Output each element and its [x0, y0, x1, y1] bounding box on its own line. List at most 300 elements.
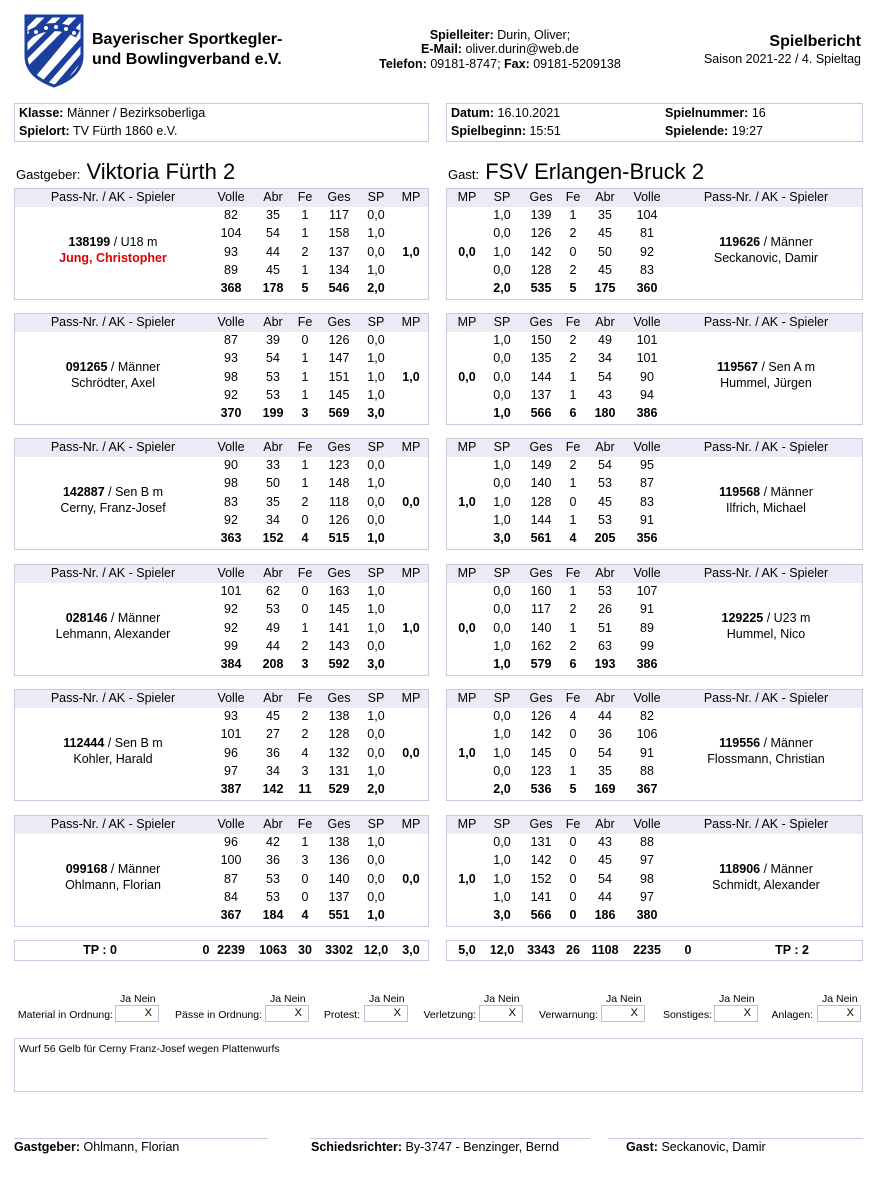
guest-player-table [446, 188, 863, 300]
score-cell: 87 [224, 333, 238, 347]
score-cell: 88 [640, 763, 654, 778]
score-cell: 143 [328, 638, 350, 653]
pass-number: 119567 [716, 360, 759, 375]
score-total-cell: 363 [220, 531, 242, 546]
player-mp: 1,0 [402, 244, 420, 259]
spielort-label: Spielort: [19, 124, 70, 138]
score-cell: 0 [301, 512, 309, 527]
org-name-line1: Bayerischer Sportkegler- [92, 31, 283, 48]
player-pass-line [15, 862, 211, 876]
score-cell: 149 [530, 458, 552, 472]
col-header-fe: Fe [565, 190, 581, 204]
guest-team-name: FSV Erlangen-Bruck 2 [485, 159, 705, 184]
score-total-cell: 3,0 [493, 908, 511, 923]
score-cell: 51 [598, 620, 612, 635]
check-box[interactable] [601, 1005, 645, 1022]
col-header-sp: SP [367, 691, 385, 705]
col-header-abr: Abr [595, 315, 615, 329]
score-cell: 89 [224, 262, 238, 277]
score-total-cell: 4 [569, 531, 577, 546]
player-age-class: / Männer [107, 611, 161, 626]
score-cell: 0,0 [367, 494, 385, 509]
score-cell: 1 [569, 387, 577, 402]
check-box[interactable] [115, 1005, 159, 1022]
guest-total-abr: 1108 [591, 943, 619, 957]
score-cell: 92 [224, 620, 238, 635]
score-cell: 140 [328, 871, 350, 886]
player-age-class: / Männer [760, 235, 813, 250]
score-cell: 160 [530, 584, 552, 598]
score-cell: 3 [301, 853, 309, 868]
check-mark: X [846, 1007, 854, 1019]
score-cell: 148 [328, 476, 350, 491]
score-total-cell: 1,0 [367, 531, 385, 546]
col-header-abr: Abr [263, 817, 283, 831]
col-header-abr: Abr [595, 817, 615, 831]
score-cell: 1,0 [367, 351, 385, 366]
score-cell: 98 [640, 871, 654, 886]
col-header-mp: MP [401, 691, 421, 705]
score-total-cell: 3,0 [493, 531, 511, 546]
player-name: Ohlmann, Florian [65, 878, 161, 892]
score-cell: 150 [530, 333, 552, 347]
score-cell: 117 [329, 208, 349, 222]
score-cell: 0 [301, 333, 309, 347]
score-cell: 132 [328, 745, 350, 760]
player-mp: 0,0 [458, 369, 476, 384]
player-mp: 1,0 [458, 745, 476, 760]
player-pass-line [669, 485, 863, 499]
ref-signature [311, 1140, 559, 1154]
score-cell: 151 [328, 369, 350, 384]
score-total-cell: 367 [636, 782, 658, 797]
home-total-sp: 12,0 [363, 943, 389, 957]
player-age-class: / Sen B m [104, 736, 163, 751]
score-cell: 1,0 [493, 638, 511, 653]
col-header-abr: Abr [263, 566, 283, 580]
pass-number: 129225 [721, 611, 764, 626]
check-mark: X [144, 1007, 152, 1019]
check-box[interactable] [714, 1005, 758, 1022]
score-cell: 2 [301, 709, 309, 723]
score-cell: 96 [224, 745, 238, 760]
score-total-cell: 11 [298, 782, 312, 797]
score-cell: 126 [530, 709, 552, 723]
score-cell: 93 [224, 351, 238, 366]
guest-totals [446, 940, 863, 961]
player-age-class: / Sen A m [758, 360, 815, 375]
col-header-sp: SP [493, 190, 511, 204]
score-total-cell: 2,0 [367, 281, 385, 296]
score-cell: 27 [266, 727, 280, 742]
ref-sig-value: By-3747 - Benzinger, Bernd [405, 1140, 560, 1154]
col-header-sp: SP [493, 440, 511, 454]
score-total-cell: 387 [220, 782, 242, 797]
score-cell: 131 [328, 763, 350, 778]
score-cell: 123 [530, 763, 552, 778]
score-cell: 1,0 [493, 458, 511, 472]
score-cell: 45 [266, 262, 280, 277]
score-cell: 0 [569, 889, 577, 904]
score-cell: 0 [569, 835, 577, 849]
doc-title: Spielbericht [769, 33, 861, 50]
score-cell: 107 [636, 584, 658, 598]
score-total-cell: 0 [569, 908, 577, 923]
score-total-cell: 368 [220, 281, 242, 296]
score-cell: 1 [301, 476, 309, 491]
score-total-cell: 152 [262, 531, 284, 546]
player-pass-line [669, 736, 863, 750]
score-cell: 2 [569, 262, 577, 277]
spielnummer-value: 16 [751, 106, 766, 120]
col-header-abr: Abr [263, 691, 283, 705]
score-total-cell: 5 [569, 281, 577, 296]
check-label: Anlagen: [771, 1009, 813, 1021]
ref-sig-label: Schiedsrichter: [311, 1140, 403, 1154]
score-cell: 54 [266, 351, 280, 366]
fax-label: Fax: [504, 57, 530, 71]
col-header-sp: SP [493, 691, 511, 705]
klasse-value: Männer / Bezirksoberliga [66, 106, 206, 120]
score-cell: 135 [530, 351, 552, 366]
score-cell: 2 [301, 727, 309, 742]
score-total-cell: 380 [636, 908, 658, 923]
score-cell: 0,0 [367, 727, 385, 742]
score-cell: 0,0 [493, 763, 511, 778]
score-total-cell: 178 [262, 281, 284, 296]
spielnummer-label: Spielnummer: [665, 106, 749, 120]
check-box[interactable] [479, 1005, 523, 1022]
col-header-sp: SP [367, 190, 385, 204]
season: Saison 2021-22 / 4. Spieltag [703, 52, 861, 66]
score-cell: 137 [530, 387, 552, 402]
score-cell: 1,0 [493, 727, 511, 742]
col-header-volle: Volle [633, 190, 661, 204]
col-header-volle: Volle [217, 190, 245, 204]
score-total-cell: 551 [328, 908, 350, 923]
score-cell: 53 [266, 889, 280, 904]
score-cell: 1 [569, 476, 577, 491]
home-total-fe: 30 [298, 943, 312, 957]
col-header-pass: Pass-Nr. / AK - Spieler [50, 817, 176, 831]
score-cell: 92 [224, 602, 238, 617]
score-total-cell: 199 [262, 406, 284, 421]
guest-sig-label: Gast: [626, 1140, 658, 1154]
pass-number: 112444 [63, 736, 105, 751]
score-cell: 87 [640, 476, 654, 491]
score-cell: 82 [224, 208, 238, 222]
score-total-cell: 579 [530, 657, 552, 672]
col-header-ges: Ges [327, 817, 351, 831]
email-line [366, 42, 634, 56]
score-cell: 152 [530, 871, 552, 886]
pass-number: 118906 [719, 862, 761, 877]
match-info-left [14, 103, 429, 142]
score-cell: 1,0 [493, 889, 511, 904]
check-box[interactable] [364, 1005, 408, 1022]
pass-number: 119626 [719, 235, 761, 250]
score-total-cell: 208 [262, 657, 284, 672]
score-total-cell: 1,0 [493, 406, 511, 421]
score-cell: 35 [266, 494, 280, 509]
score-cell: 0 [301, 871, 309, 886]
col-header-fe: Fe [297, 190, 313, 204]
telefon-value: 09181-8747; [430, 57, 501, 71]
col-header-sp: SP [493, 315, 511, 329]
player-name: Lehmann, Alexander [55, 627, 171, 641]
player-pass-line [15, 485, 211, 499]
score-total-cell: 6 [569, 406, 577, 421]
score-cell: 54 [598, 745, 612, 760]
home-team-title [16, 159, 235, 185]
score-cell: 53 [266, 602, 280, 617]
score-cell: 92 [224, 512, 238, 527]
col-header-abr: Abr [595, 190, 615, 204]
check-box[interactable] [265, 1005, 309, 1022]
home-team-name: Viktoria Fürth 2 [86, 159, 236, 184]
score-cell: 100 [220, 853, 242, 868]
ja-nein-header: Ja Nein [369, 993, 405, 1005]
col-header-volle: Volle [217, 691, 245, 705]
score-cell: 1,0 [367, 835, 385, 849]
score-cell: 0 [301, 602, 309, 617]
score-cell: 137 [328, 889, 350, 904]
player-name: Ilfrich, Michael [726, 501, 806, 515]
score-cell: 95 [640, 458, 654, 472]
score-cell: 0,0 [367, 853, 385, 868]
score-total-cell: 546 [328, 281, 350, 296]
score-cell: 147 [328, 351, 350, 366]
score-total-cell: 5 [569, 782, 577, 797]
player-mp: 0,0 [402, 871, 420, 886]
player-name: Hummel, Nico [726, 627, 806, 641]
score-cell: 0 [569, 745, 577, 760]
col-header-fe: Fe [297, 691, 313, 705]
score-total-cell: 360 [636, 281, 658, 296]
player-name: Schmidt, Alexander [712, 878, 820, 892]
col-header-mp: MP [401, 440, 421, 454]
score-cell: 2 [569, 226, 577, 241]
score-cell: 97 [640, 853, 654, 868]
score-cell: 87 [224, 871, 238, 886]
score-total-cell: 569 [328, 406, 350, 421]
score-cell: 1 [301, 351, 309, 366]
score-total-cell: 184 [262, 908, 284, 923]
guest-tp: TP : 2 [775, 943, 809, 957]
score-cell: 0,0 [367, 208, 385, 222]
col-header-volle: Volle [633, 315, 661, 329]
player-pass-line [669, 360, 863, 374]
col-header-mp: MP [401, 566, 421, 580]
home-player-table [14, 188, 429, 300]
player-mp: 1,0 [402, 369, 420, 384]
check-label: Verwarnung: [539, 1009, 598, 1021]
spielbeginn-value: 15:51 [529, 124, 561, 138]
spielende-label: Spielende: [665, 124, 729, 138]
score-total-cell: 566 [530, 406, 552, 421]
score-cell: 0,0 [493, 369, 511, 384]
spielleiter-line [366, 28, 634, 42]
score-cell: 1 [569, 208, 577, 222]
home-sig-label: Gastgeber: [14, 1140, 80, 1154]
score-cell: 53 [598, 584, 612, 598]
score-cell: 97 [640, 889, 654, 904]
score-cell: 54 [266, 226, 280, 241]
score-cell: 0,0 [367, 244, 385, 259]
score-cell: 93 [224, 709, 238, 723]
col-header-sp: SP [367, 315, 385, 329]
check-box[interactable] [817, 1005, 861, 1022]
score-total-cell: 2,0 [367, 782, 385, 797]
guest-player-table [446, 438, 863, 550]
col-header-mp: MP [457, 190, 477, 204]
spielbeginn-label: Spielbeginn: [451, 124, 526, 138]
ja-nein-header: Ja Nein [484, 993, 520, 1005]
score-cell: 1,0 [367, 226, 385, 241]
score-cell: 44 [598, 709, 612, 723]
score-cell: 101 [636, 351, 658, 366]
remarks-text: Wurf 56 Gelb für Cerny Franz-Josef wegen Plattenwurfs [19, 1043, 280, 1055]
home-total-ges: 3302 [325, 943, 353, 957]
score-cell: 45 [266, 709, 280, 723]
score-cell: 2 [301, 244, 309, 259]
score-cell: 0 [569, 871, 577, 886]
fax-value: 09181-5209138 [533, 57, 621, 71]
player-name: Cerny, Franz-Josef [60, 501, 166, 515]
home-player-table [14, 815, 429, 927]
score-total-cell: 180 [594, 406, 616, 421]
check-label: Pässe in Ordnung: [175, 1009, 262, 1021]
score-cell: 1 [301, 226, 309, 241]
score-total-cell: 3 [301, 406, 309, 421]
player-name: Kohler, Harald [73, 752, 153, 766]
score-cell: 126 [328, 333, 350, 347]
col-header-abr: Abr [595, 691, 615, 705]
col-header-volle: Volle [217, 440, 245, 454]
score-total-cell: 536 [530, 782, 552, 797]
col-header-pass: Pass-Nr. / AK - Spieler [50, 566, 176, 580]
score-cell: 1,0 [493, 853, 511, 868]
score-cell: 1 [301, 262, 309, 277]
score-cell: 49 [266, 620, 280, 635]
score-cell: 144 [530, 369, 552, 384]
score-cell: 97 [224, 763, 238, 778]
home-total-abr: 1063 [259, 943, 287, 957]
guest-total-ges: 3343 [527, 943, 555, 957]
score-cell: 99 [640, 638, 654, 653]
player-pass-line [669, 611, 863, 625]
player-mp: 1,0 [402, 620, 420, 635]
guest-total-zero: 0 [684, 943, 692, 957]
player-mp: 0,0 [402, 745, 420, 760]
score-cell: 1 [569, 512, 577, 527]
score-total-cell: 1,0 [493, 657, 511, 672]
player-age-class: / Männer [760, 862, 813, 877]
score-cell: 0 [301, 889, 309, 904]
guest-player-table [446, 313, 863, 425]
col-header-fe: Fe [565, 691, 581, 705]
score-cell: 4 [569, 709, 577, 723]
guest-player-table [446, 815, 863, 927]
score-cell: 53 [598, 512, 612, 527]
col-header-sp: SP [367, 817, 385, 831]
score-cell: 92 [224, 387, 238, 402]
player-age-class: / Männer [760, 485, 813, 500]
score-cell: 82 [640, 709, 654, 723]
score-cell: 26 [598, 602, 612, 617]
col-header-mp: MP [401, 315, 421, 329]
player-pass-line [669, 235, 863, 249]
home-total-volle: 2239 [217, 943, 245, 957]
col-header-ges: Ges [327, 190, 351, 204]
score-total-cell: 384 [220, 657, 242, 672]
score-cell: 1,0 [493, 745, 511, 760]
score-cell: 35 [598, 763, 612, 778]
score-cell: 2 [301, 638, 309, 653]
col-header-sp: SP [367, 566, 385, 580]
federation-logo [22, 12, 86, 88]
score-cell: 50 [598, 244, 612, 259]
score-cell: 0,0 [367, 889, 385, 904]
score-cell: 0,0 [367, 458, 385, 472]
guest-player-table [446, 564, 863, 676]
player-mp: 1,0 [458, 494, 476, 509]
score-cell: 141 [530, 889, 552, 904]
player-mp: 1,0 [458, 871, 476, 886]
score-cell: 142 [530, 853, 552, 868]
col-header-ges: Ges [529, 817, 553, 831]
check-mark: X [294, 1007, 302, 1019]
telefon-line [366, 57, 634, 71]
score-cell: 1 [301, 387, 309, 402]
score-total-cell: 6 [569, 657, 577, 672]
score-cell: 0,0 [493, 226, 511, 241]
telefon-label: Telefon: [379, 57, 427, 71]
score-cell: 158 [328, 226, 350, 241]
col-header-abr: Abr [595, 566, 615, 580]
score-cell: 1 [301, 208, 309, 222]
score-cell: 138 [328, 709, 350, 723]
player-name: Jung, Christopher [59, 251, 167, 265]
player-name: Flossmann, Christian [707, 752, 825, 766]
score-cell: 91 [640, 745, 654, 760]
player-age-class: / U18 m [110, 235, 158, 250]
pass-number: 138199 [68, 235, 111, 250]
score-cell: 49 [598, 333, 612, 347]
check-mark: X [743, 1007, 751, 1019]
col-header-abr: Abr [595, 440, 615, 454]
email-value[interactable]: oliver.durin@web.de [465, 42, 579, 56]
score-total-cell: 566 [530, 908, 552, 923]
score-total-cell: 4 [301, 531, 309, 546]
score-cell: 88 [640, 835, 654, 849]
player-mp: 0,0 [458, 244, 476, 259]
score-cell: 63 [598, 638, 612, 653]
score-cell: 126 [328, 512, 350, 527]
score-cell: 34 [266, 763, 280, 778]
score-cell: 43 [598, 835, 612, 849]
col-header-ges: Ges [327, 315, 351, 329]
score-cell: 96 [224, 835, 238, 849]
col-header-fe: Fe [565, 440, 581, 454]
col-header-pass: Pass-Nr. / AK - Spieler [50, 691, 176, 705]
score-cell: 34 [266, 512, 280, 527]
score-cell: 45 [598, 226, 612, 241]
score-cell: 53 [266, 871, 280, 886]
check-mark: X [630, 1007, 638, 1019]
col-header-fe: Fe [297, 315, 313, 329]
player-pass-line [15, 611, 211, 625]
